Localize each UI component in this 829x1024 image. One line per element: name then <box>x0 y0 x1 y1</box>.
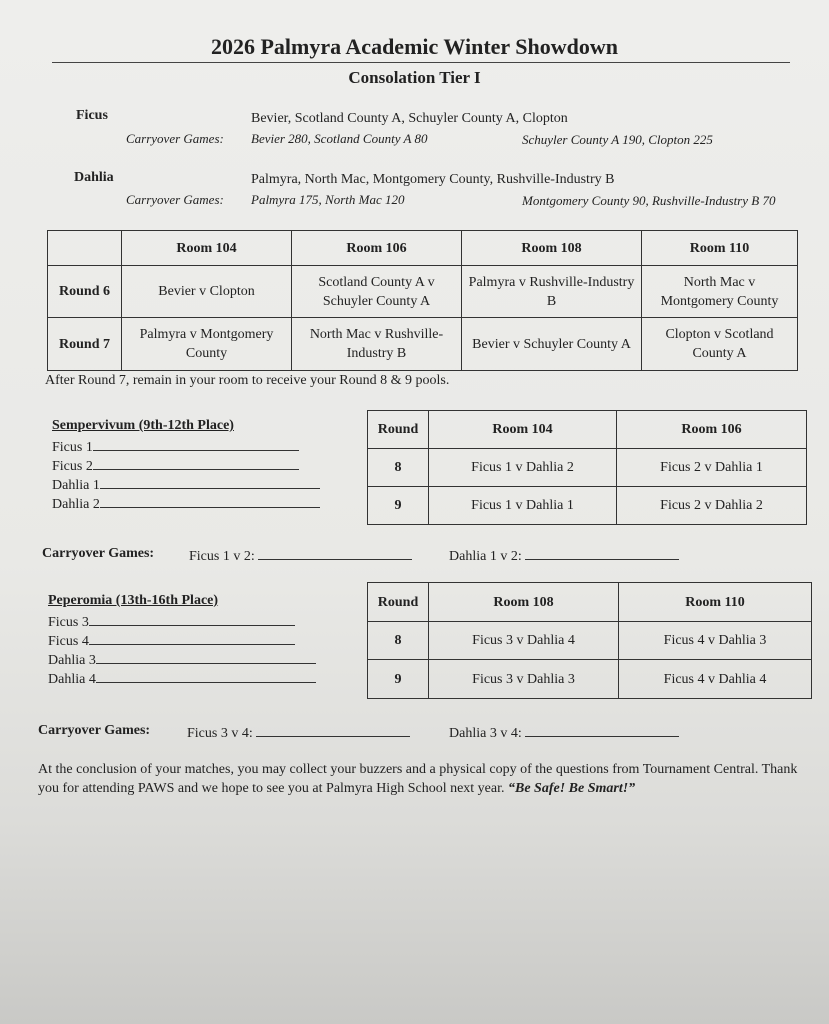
slot-blank-line[interactable] <box>100 475 320 489</box>
game-cell: North Mac v Rushville-Industry B <box>292 318 462 371</box>
game-cell: Scotland County A v Schuyler County A <box>292 266 462 318</box>
schedule-note: After Round 7, remain in your room to receive your Round 8 & 9 pools. <box>45 373 450 388</box>
closing-text: At the conclusion of your matches, you may collect your buzzers and a physical copy of the questions from Tournament Central. Thank you for attending PAWS and we hope to see you at Palmyra High School next year. <box>38 762 798 796</box>
closing-motto: “Be Safe! Be Smart!” <box>508 781 636 796</box>
sempervivum-row-round-8 <box>368 449 807 487</box>
game-cell: Clopton v Scotland County A <box>642 318 798 371</box>
carryover-b-blank-line[interactable] <box>525 723 679 737</box>
pool-name-dahlia: Dahlia <box>74 170 114 185</box>
round-header: Round <box>368 411 429 449</box>
slot-label: Dahlia 3 <box>48 653 96 668</box>
game-cell: Ficus 2 v Dahlia 1 <box>617 449 807 487</box>
game-cell: North Mac v Montgomery County <box>642 266 798 318</box>
carryover-left-ficus: Bevier 280, Scotland County A 80 <box>251 131 428 146</box>
peperomia-carryover-b <box>449 723 679 742</box>
slot-label: Ficus 1 <box>52 440 93 455</box>
placement-slot <box>48 631 295 650</box>
game-cell: Ficus 4 v Dahlia 4 <box>619 660 812 699</box>
room-header: Room 106 <box>617 411 807 449</box>
carryover-left-dahlia: Palmyra 175, North Mac 120 <box>251 192 405 207</box>
placement-slot <box>48 669 316 688</box>
schedule-corner-cell <box>48 231 122 266</box>
carryover-right-ficus: Schuyler County A 190, Clopton 225 <box>522 132 713 147</box>
sempervivum-table <box>367 410 807 525</box>
carryover-a-blank-line[interactable] <box>256 723 410 737</box>
round-number: 9 <box>368 660 429 699</box>
pool-teams-ficus: Bevier, Scotland County A, Schuyler County A, Clopton <box>251 111 568 126</box>
peperomia-title: Peperomia (13th-16th Place) <box>48 593 219 608</box>
sempervivum-title: Sempervivum (9th-12th Place) <box>52 418 234 433</box>
game-cell: Bevier v Schuyler County A <box>462 318 642 371</box>
game-cell: Palmyra v Montgomery County <box>122 318 292 371</box>
slot-blank-line[interactable] <box>100 494 320 508</box>
peperomia-carryover-label: Carryover Games: <box>38 723 151 738</box>
slot-blank-line[interactable] <box>93 456 299 470</box>
room-header: Room 104 <box>122 231 292 266</box>
slot-blank-line[interactable] <box>96 650 316 664</box>
peperomia-header-row <box>368 583 812 622</box>
schedule-header-row <box>48 231 798 266</box>
pool-name-ficus: Ficus <box>76 108 108 123</box>
round-number: 8 <box>368 622 429 660</box>
closing-note <box>38 760 798 798</box>
room-header: Room 110 <box>642 231 798 266</box>
placement-slot <box>52 475 320 494</box>
schedule-table <box>47 230 798 371</box>
round-label: Round 6 <box>48 266 122 318</box>
game-cell: Ficus 2 v Dahlia 2 <box>617 487 807 525</box>
slot-label: Ficus 2 <box>52 459 93 474</box>
placement-slot <box>48 650 316 669</box>
carryover-b-label: Dahlia 3 v 4: <box>449 726 522 741</box>
carryover-b-label: Dahlia 1 v 2: <box>449 549 522 564</box>
slot-blank-line[interactable] <box>96 669 316 683</box>
sempervivum-row-round-9 <box>368 487 807 525</box>
room-header: Room 106 <box>292 231 462 266</box>
placement-slot <box>52 494 320 513</box>
room-header: Room 104 <box>429 411 617 449</box>
room-header: Room 108 <box>462 231 642 266</box>
page-title: 2026 Palmyra Academic Winter Showdown <box>210 34 618 59</box>
game-cell: Ficus 3 v Dahlia 3 <box>429 660 619 699</box>
sempervivum-carryover-label: Carryover Games: <box>42 546 155 561</box>
slot-blank-line[interactable] <box>93 437 299 451</box>
game-cell: Ficus 3 v Dahlia 4 <box>429 622 619 660</box>
slot-label: Dahlia 2 <box>52 497 100 512</box>
carryover-right-dahlia: Montgomery County 90, Rushville-Industry B 70 <box>522 193 776 208</box>
carryover-b-blank-line[interactable] <box>525 546 679 560</box>
page-subtitle: Consolation Tier I <box>348 68 481 87</box>
round-label: Round 7 <box>48 318 122 371</box>
game-cell: Ficus 1 v Dahlia 2 <box>429 449 617 487</box>
game-cell: Ficus 1 v Dahlia 1 <box>429 487 617 525</box>
title-divider <box>52 62 790 63</box>
schedule-row-round-6 <box>48 266 798 318</box>
room-header: Room 108 <box>429 583 619 622</box>
game-cell: Palmyra v Rushville-Industry B <box>462 266 642 318</box>
peperomia-table <box>367 582 812 699</box>
room-header: Room 110 <box>619 583 812 622</box>
peperomia-carryover-a <box>187 723 410 742</box>
sempervivum-carryover-a <box>189 546 412 565</box>
round-header: Round <box>368 583 429 622</box>
peperomia-row-round-9 <box>368 660 812 699</box>
slot-label: Dahlia 1 <box>52 478 100 493</box>
placement-slot <box>52 456 299 475</box>
slot-label: Ficus 3 <box>48 615 89 630</box>
carryover-a-blank-line[interactable] <box>258 546 412 560</box>
placement-slot <box>48 612 295 631</box>
sempervivum-carryover-b <box>449 546 679 565</box>
carryover-a-label: Ficus 3 v 4: <box>187 726 253 741</box>
slot-blank-line[interactable] <box>89 631 295 645</box>
placement-slot <box>52 437 299 456</box>
round-number: 9 <box>368 487 429 525</box>
pool-teams-dahlia: Palmyra, North Mac, Montgomery County, Rushville-Industry B <box>251 172 615 187</box>
sempervivum-header-row <box>368 411 807 449</box>
slot-label: Ficus 4 <box>48 634 89 649</box>
carryover-a-label: Ficus 1 v 2: <box>189 549 255 564</box>
slot-label: Dahlia 4 <box>48 672 96 687</box>
slot-blank-line[interactable] <box>89 612 295 626</box>
carryover-label-ficus: Carryover Games: <box>126 131 224 146</box>
peperomia-row-round-8 <box>368 622 812 660</box>
game-cell: Bevier v Clopton <box>122 266 292 318</box>
game-cell: Ficus 4 v Dahlia 3 <box>619 622 812 660</box>
schedule-row-round-7 <box>48 318 798 371</box>
carryover-label-dahlia: Carryover Games: <box>126 192 224 207</box>
round-number: 8 <box>368 449 429 487</box>
